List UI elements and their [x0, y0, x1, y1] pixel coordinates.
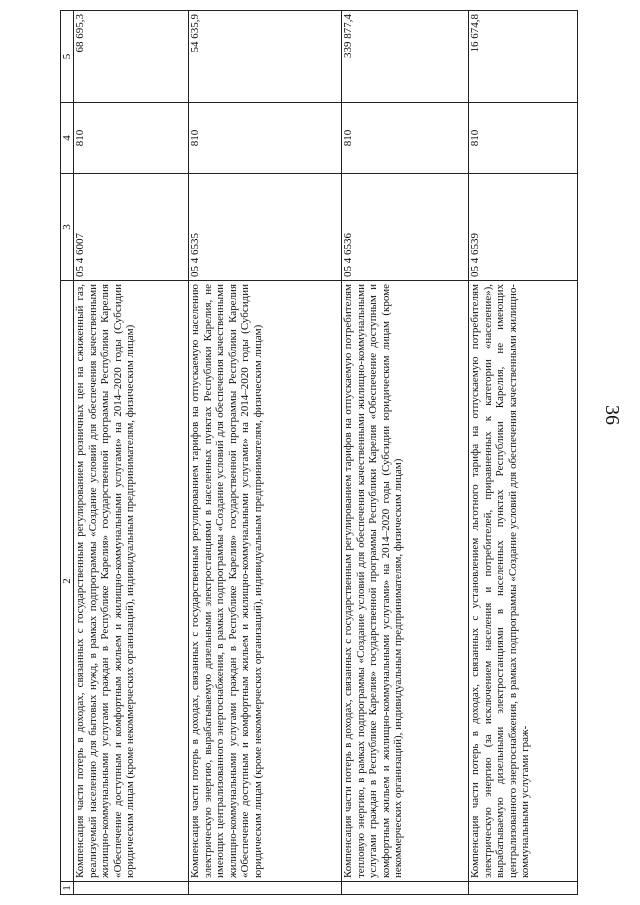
row-index-cell — [189, 882, 342, 895]
column-header-2: 2 — [61, 281, 74, 882]
row-expense-type: 810 — [469, 103, 578, 174]
table-row — [74, 11, 189, 895]
row-amount: 68 695,3 — [74, 11, 189, 103]
row-index-cell — [342, 882, 469, 895]
row-code: 05 4 6536 — [342, 174, 469, 281]
table-header-row — [61, 11, 74, 895]
row-code: 05 4 6539 — [469, 174, 578, 281]
row-amount: 54 635,9 — [189, 11, 342, 103]
row-description: Компенсация части потерь в доходах, связанных с установлением льготного тарифа на отпускаемую потребителям электрическую энергию (за исключением населения и потребителей, приравненных к категории «население»), вырабатываемую дизельными электростанциями в населенных пунктах Республики Карелия, не имеющих централизованного энергоснабжения, в рамках подпрограммы «Создание условий для обеспечения качественными жилищно-коммунальными услугами граж- — [469, 281, 578, 882]
row-code: 05 4 6007 — [74, 174, 189, 281]
row-expense-type: 810 — [74, 103, 189, 174]
row-amount: 16 674,8 — [469, 11, 578, 103]
table-row — [189, 11, 342, 895]
budget-table-rotated — [60, 10, 578, 895]
row-description: Компенсация части потерь в доходах, связанных с государственным регулированием розничных цен на сжиженный газ, реализуемый населению для бытовых нужд, в рамках подпрограммы «Создание условий для обеспечения качественными жилищно-коммунальными услугами граждан в Республике Карелия» государственной программы Республики Карелия «Обеспечение доступным и комфортным жильем и жилищно-коммунальными услугами» на 2014–2020 годы (Субсидии юридическим лицам (кроме некоммерческих организаций), индивидуальным предпринимателям, физическим лицам) — [74, 281, 189, 882]
row-amount: 339 877,4 — [342, 11, 469, 103]
row-index-cell — [469, 882, 578, 895]
row-description: Компенсация части потерь в доходах, связанных с государственным регулированием тарифов на отпускаемую потребителям тепловую энергию, в рамках подпрограммы «Создание условий для обеспечения качественными жилищно-коммунальными услугами граждан в Республике Карелия» государственной программы Республики Карелия «Обеспечение доступным и комфортным жильем и жилищно-коммунальными услугами» на 2014–2020 годы (Субсидии юридическим лицам (кроме некоммерческих организаций), индивидуальным предпринимателям, физическим лицам) — [342, 281, 469, 882]
row-description: Компенсация части потерь в доходах, связанных с государственным регулированием тарифов на отпускаемую населению электрическую энергию, вырабатываемую дизельными электростанциями в населенных пунктах Республики Карелия, не имеющих централизованного энергоснабжения, в рамках подпрограммы «Создание условий для обеспечения качественными жилищно-коммунальными услугами граждан в Республике Карелия» государственной программы Республики Карелия «Обеспечение доступным и комфортным жильем и жилищно-коммунальными услугами» на 2014–2020 годы (Субсидии юридическим лицам (кроме некоммерческих организаций), индивидуальным предпринимателям, физическим лицам) — [189, 281, 342, 882]
row-index-cell — [74, 882, 189, 895]
row-code: 05 4 6535 — [189, 174, 342, 281]
row-expense-type: 810 — [342, 103, 469, 174]
budget-table — [60, 10, 578, 895]
table-row — [342, 11, 469, 895]
row-expense-type: 810 — [189, 103, 342, 174]
page-number: 36 — [601, 405, 623, 425]
column-header-3: 3 — [61, 174, 74, 281]
column-header-5: 5 — [61, 11, 74, 103]
column-header-4: 4 — [61, 103, 74, 174]
table-row — [469, 11, 578, 895]
column-header-1: 1 — [61, 882, 74, 895]
